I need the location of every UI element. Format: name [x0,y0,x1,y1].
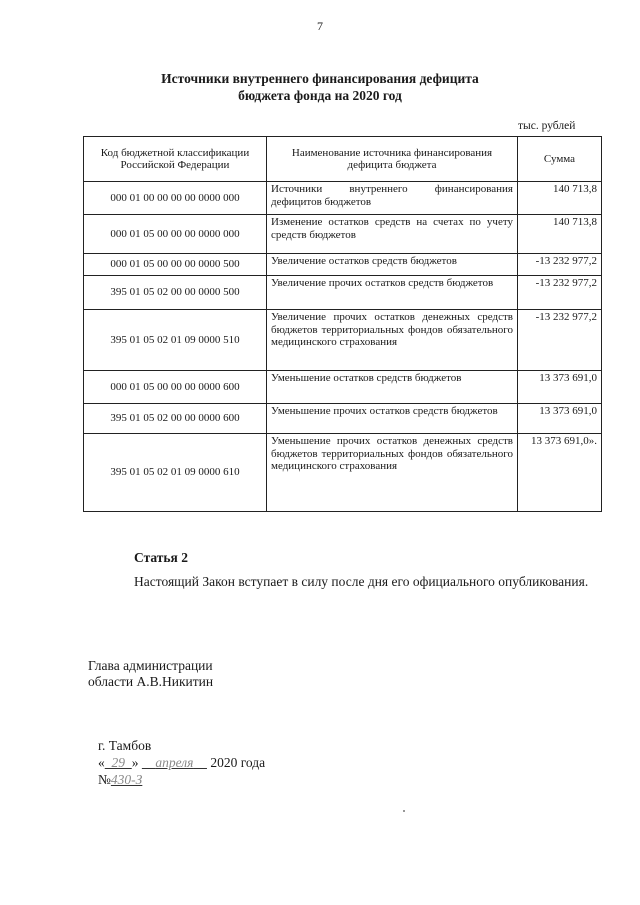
place-date-block [98,737,265,788]
row-name: Уменьшение прочих остатков средств бюджетов [267,404,518,434]
row-name: Уменьшение остатков средств бюджетов [267,371,518,404]
units-label: тыс. рублей [518,120,576,132]
row-code: 000 01 05 00 00 00 0000 500 [84,254,267,276]
article-paragraph [98,572,624,592]
signature-name: области А.В.Никитин [88,674,214,689]
table-row [84,254,602,276]
financing-table [83,136,602,512]
header-sum: Сумма [518,137,602,182]
row-name: Увеличение остатков средств бюджетов [267,254,518,276]
row-name: Увеличение прочих остатков средств бюджетов [267,276,518,310]
city: г. Тамбов [98,738,152,753]
row-name: Увеличение прочих остатков денежных средств бюджетов территориальных фондов обязательного медицинского страхования [267,310,518,371]
date-line [98,754,265,771]
row-sum: -13 232 977,2 [518,276,602,310]
date-open-quote: « [98,755,105,770]
article-heading: Статья 2 [134,550,188,565]
number-label: № [98,772,111,787]
table-row [84,182,602,215]
signature-title: Глава администрации [88,658,213,673]
date-day: 29 [111,755,125,770]
table-row [84,215,602,254]
header-code: Код бюджетной классификации Российской Федерации [84,137,267,182]
date-month: апреля [155,755,194,770]
row-name: Источники внутреннего финансирования дефицитов бюджетов [267,182,518,215]
date-year: 2020 года [210,755,266,770]
row-code: 395 01 05 02 01 09 0000 510 [84,310,267,371]
row-sum: 140 713,8 [518,215,602,254]
row-code: 000 01 05 00 00 00 0000 600 [84,371,267,404]
row-name: Уменьшение прочих остатков денежных средств бюджетов территориальных фондов обязательного медицинского страхования [267,434,518,512]
row-sum: 140 713,8 [518,182,602,215]
row-sum: -13 232 977,2 [518,310,602,371]
table-row [84,404,602,434]
date-close-quote: » [131,755,139,770]
number-line [98,771,265,788]
number-value: 430-З [110,772,143,787]
row-sum: 13 373 691,0». [518,434,602,512]
signature-block [88,658,213,690]
row-code: 000 01 00 00 00 00 0000 000 [84,182,267,215]
article-text: Настоящий Закон вступает в силу после дня его официального опубликования. [134,574,589,589]
table-title [120,70,520,104]
row-sum: -13 232 977,2 [518,254,602,276]
table-row [84,276,602,310]
title-line-1: Источники внутреннего финансирования дефицита [161,71,479,86]
title-line-2: бюджета фонда на 2020 год [238,88,402,103]
row-code: 395 01 05 02 01 09 0000 610 [84,434,267,512]
row-code: 000 01 05 00 00 00 0000 000 [84,215,267,254]
table-row [84,434,602,512]
row-code: 395 01 05 02 00 00 0000 500 [84,276,267,310]
header-name: Наименование источника финансирования дефицита бюджета [267,137,518,182]
row-code: 395 01 05 02 00 00 0000 600 [84,404,267,434]
table-header-row [84,137,602,182]
row-name: Изменение остатков средств на счетах по учету средств бюджетов [267,215,518,254]
scan-speck [403,810,405,812]
table-row [84,310,602,371]
row-sum: 13 373 691,0 [518,404,602,434]
row-sum: 13 373 691,0 [518,371,602,404]
page-number: 7 [317,19,323,33]
table-row [84,371,602,404]
